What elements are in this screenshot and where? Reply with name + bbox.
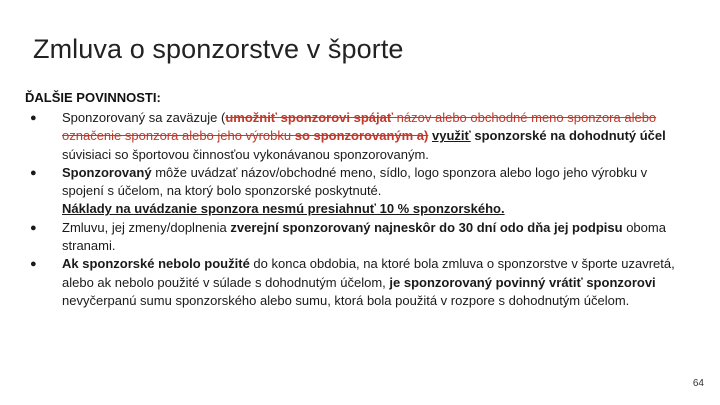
emphasis-text: je sponzorovaný povinný vrátiť sponzorovi: [389, 274, 656, 290]
item-text: súvisiaci so športovou činnosťou vykonávanou sponzorovaným.: [62, 146, 429, 162]
emphasis-text: Ak sponzorské nebolo použité: [62, 256, 250, 272]
struck-text: názov alebo obchodné meno sponzora alebo označenie sponzora alebo jeho výrobku: [62, 110, 657, 144]
obligations-list: [27, 109, 682, 310]
bullet-icon: ●: [30, 258, 37, 271]
list-item: [27, 255, 682, 310]
bullet-icon: ●: [30, 221, 37, 234]
bullet-icon: ●: [30, 112, 37, 124]
struck-text: so sponzorovaným a): [294, 128, 429, 144]
item-text: do konca obdobia, na ktoré bola zmluva o sponzorstve v športe uzavretá, alebo ak nebolo použité v súlade s dohodnutým účelom,: [62, 256, 675, 290]
section-heading: ĎALŠIE POVINNOSTI:: [25, 90, 161, 105]
item-text: Sponzorovaný sa zaväzuje (: [62, 110, 226, 125]
emphasis-text: sponzorské na dohodnutý účel: [470, 128, 666, 144]
item-text: oboma stranami.: [62, 219, 666, 254]
struck-text: umožniť sponzorovi spájať: [225, 110, 394, 125]
emphasis-text: Náklady na uvádzanie sponzora nesmú presiahnuť 10 % sponzorského.: [62, 201, 505, 217]
list-item: [27, 219, 682, 256]
emphasis-text: Sponzorovaný: [62, 164, 152, 180]
list-item: [27, 164, 682, 219]
slide-title: Zmluva o sponzorstve v športe: [33, 34, 404, 64]
emphasis-text: využiť: [431, 128, 471, 144]
item-text: nevyčerpanú sumu sponzorského alebo sumu, ktorá bola použitá v rozpore s dohodnutým účelom.: [62, 292, 630, 308]
bullet-icon: ●: [30, 166, 37, 179]
emphasis-text: zverejní sponzorovaný najneskôr do 30 dní odo dňa jej podpisu: [230, 219, 623, 235]
page-number: 64: [692, 378, 704, 389]
item-text: môže uvádzať názov/obchodné meno, sídlo, logo sponzora alebo logo jeho výrobku v spojení s účelom, na ktorý bolo sponzorské poskytnuté.: [62, 164, 648, 199]
item-text: Zmluvu, jej zmeny/doplnenia: [62, 219, 231, 235]
list-item: [27, 109, 682, 164]
